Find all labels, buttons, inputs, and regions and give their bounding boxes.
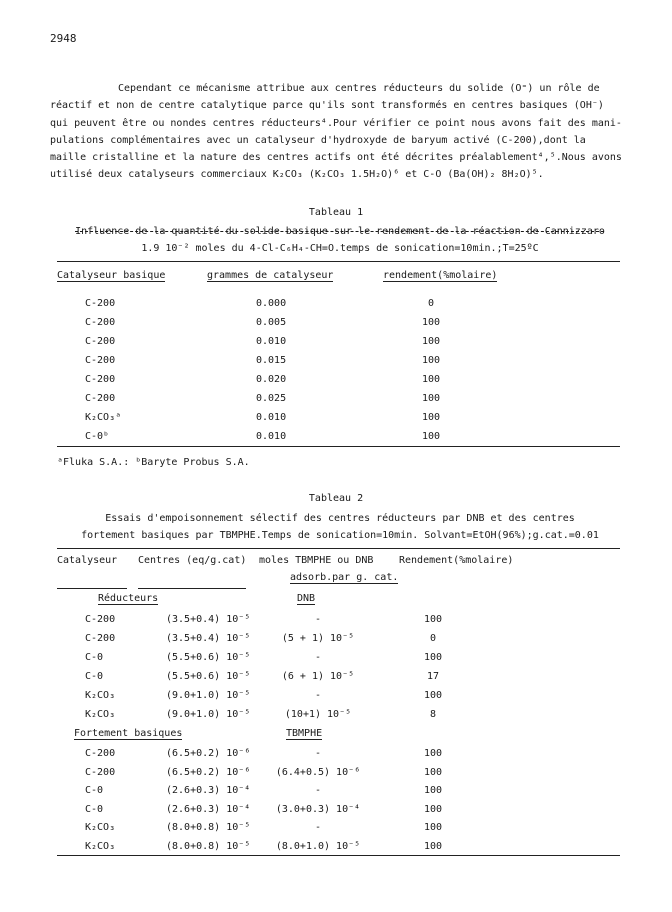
table-cell: - [314,690,322,701]
table2-header-underline [57,588,127,589]
table-cell: 0.025 [256,393,287,404]
table2-caption-line2: fortement basiques par TBMPHE.Temps de sonication=10min. Solvant=EtOH(96%);g.cat.=0.01 [81,530,599,541]
table-cell: (6 + 1) 10⁻⁵ [281,671,355,682]
table-cell: (9.0+1.0) 10⁻⁵ [166,690,251,701]
table-cell: 100 [423,822,443,833]
table1-bottom-rule [57,446,620,447]
table-cell: (8.0+1.0) 10⁻⁵ [275,840,361,852]
table2-header-underline [138,588,246,589]
paragraph-line: utilisé deux catalyseurs commerciaux K₂CO₃ (K₂CO₃ 1.5H₂O)⁶ et C-O (Ba(OH)₂ 8H₂O)⁵. [50,169,544,181]
table1-header: grammes de catalyseur [207,270,334,281]
paragraph-line: maille cristalline et la nature des centres actifs ont été décrites préalablement⁴,⁵.Nous avons [50,152,622,164]
table-cell: (8.0+0.8) 10⁻⁵ [166,840,251,852]
table-cell: 0.010 [256,412,287,423]
table-cell: K₂CO₃ [85,840,116,852]
table-cell: 0.020 [256,374,287,385]
table-cell: C-200 [85,355,116,366]
table-cell: K₂CO₃ [85,709,116,720]
table-cell: 100 [421,355,441,366]
table-cell: (5.5+0.6) 10⁻⁵ [166,671,251,682]
table-cell: 0.010 [256,431,287,442]
table-cell: 8 [429,709,437,720]
table-cell: C-200 [85,298,116,309]
table-cell: 100 [421,412,441,423]
table2-caption-line1: Essais d'empoisonnement sélectif des centres réducteurs par DNB et des centres [105,513,575,524]
table-cell: (3.5+0.4) 10⁻⁵ [166,633,251,644]
table-cell: 100 [423,803,443,815]
table2-header: moles TBMPHE ou DNB [259,555,374,566]
table-cell: C-0 [85,652,104,663]
table-cell: - [314,822,322,833]
table-cell: - [314,785,322,796]
table-cell: (6.5+0.2) 10⁻⁶ [166,766,251,778]
table-cell: 100 [423,748,443,759]
table-cell: - [314,614,322,625]
table-cell: C-200 [85,748,116,759]
table-cell: - [314,748,322,759]
table-cell: 0.000 [256,298,287,309]
table-cell: C-0 [85,671,104,682]
table-cell: 100 [423,840,443,852]
table-cell: 17 [426,671,440,682]
page-number: 2948 [50,32,77,45]
table1-footnote: ᵃFluka S.A.: ᵇBaryte Probus S.A. [57,457,250,468]
table-cell: (2.6+0.3) 10⁻⁴ [166,803,251,815]
body-paragraph [50,80,620,184]
table-cell: (5.5+0.6) 10⁻⁵ [166,652,251,663]
table2-section-basiques: Fortement basiques [74,728,183,739]
table-cell: C-0 [85,803,104,815]
table2-section-reducteurs: Réducteurs [98,593,159,604]
table-cell: (10+1) 10⁻⁵ [284,709,352,720]
table-cell: C-0ᵇ [85,431,110,442]
table1-header: rendement(%molaire) [383,270,498,281]
table-cell: K₂CO₃ [85,822,116,833]
table-cell: 0 [429,633,437,644]
table-cell: 0 [427,298,435,309]
paragraph-line: Cependant ce mécanisme attribue aux centres réducteurs du solide (O⁼) un rôle de [118,83,600,94]
table-cell: (8.0+0.8) 10⁻⁵ [166,822,251,833]
table-cell: 0.010 [256,336,287,347]
paragraph-line: qui peuvent être ou nondes centres réducteurs⁴.Pour vérifier ce point nous avons fait des mani- [50,117,622,129]
table-cell: K₂CO₃ᵃ [85,412,122,423]
table-cell: (2.6+0.3) 10⁻⁴ [166,785,251,796]
table2-header: Catalyseur [57,555,118,566]
table-cell: (6.5+0.2) 10⁻⁶ [166,748,251,759]
table-cell: C-0 [85,785,104,796]
table-cell: 100 [423,690,443,701]
table2-top-rule [57,548,620,549]
table-cell: 100 [423,785,443,796]
table2-bottom-rule [57,855,620,856]
table2-header: adsorb.par g. cat. [290,572,399,583]
table-cell: C-200 [85,633,116,644]
table-cell: C-200 [85,614,116,625]
table-cell: 100 [423,652,443,663]
table-cell: (6.4+0.5) 10⁻⁶ [275,766,361,778]
table1-header: Catalyseur basique [57,270,166,281]
table-cell: C-200 [85,374,116,385]
table1-caption-line1: Influence de la quantité du solide basique sur le rendement de la réaction de Cannizzaro [75,226,605,237]
table-cell: C-200 [85,766,116,778]
table-cell: 0.015 [256,355,287,366]
table2-header: Centres (eq/g.cat) [138,555,247,566]
table-cell: K₂CO₃ [85,690,116,701]
table-cell: C-200 [85,393,116,404]
paragraph-line: pulations complémentaires avec un catalyseur d'hydroxyde de baryum activé (C-200),dont la [50,134,586,146]
table2-header: Rendement(%molaire) [399,555,514,566]
table-cell: - [314,652,322,663]
table-cell: 0.005 [256,317,287,328]
table1-caption-line2: 1.9 10⁻² moles du 4-Cl-C₆H₄-CH=O.temps de sonication=10min.;T=25ºC [141,243,539,254]
table-cell: 100 [423,766,443,778]
table1-title: Tableau 1 [308,207,364,218]
paragraph-line: réactif et non de centre catalytique parce qu'ils sont transformés en centres basiques (OH⁻) [50,100,604,112]
table-cell: (5 + 1) 10⁻⁵ [281,633,355,644]
table-cell: 100 [421,374,441,385]
table-cell: 100 [421,393,441,404]
table2-section-tbmphe: TBMPHE [286,728,323,739]
table1-top-rule [57,261,620,262]
table-cell: 100 [423,614,443,625]
table-cell: (9.0+1.0) 10⁻⁵ [166,709,251,720]
table-cell: (3.5+0.4) 10⁻⁵ [166,614,251,625]
table-cell: 100 [421,336,441,347]
table-cell: C-200 [85,336,116,347]
table-cell: C-200 [85,317,116,328]
table-cell: 100 [421,317,441,328]
table-cell: 100 [421,431,441,442]
table2-section-dnb: DNB [297,593,316,604]
table2-title: Tableau 2 [308,493,364,504]
table-cell: (3.0+0.3) 10⁻⁴ [275,803,361,815]
